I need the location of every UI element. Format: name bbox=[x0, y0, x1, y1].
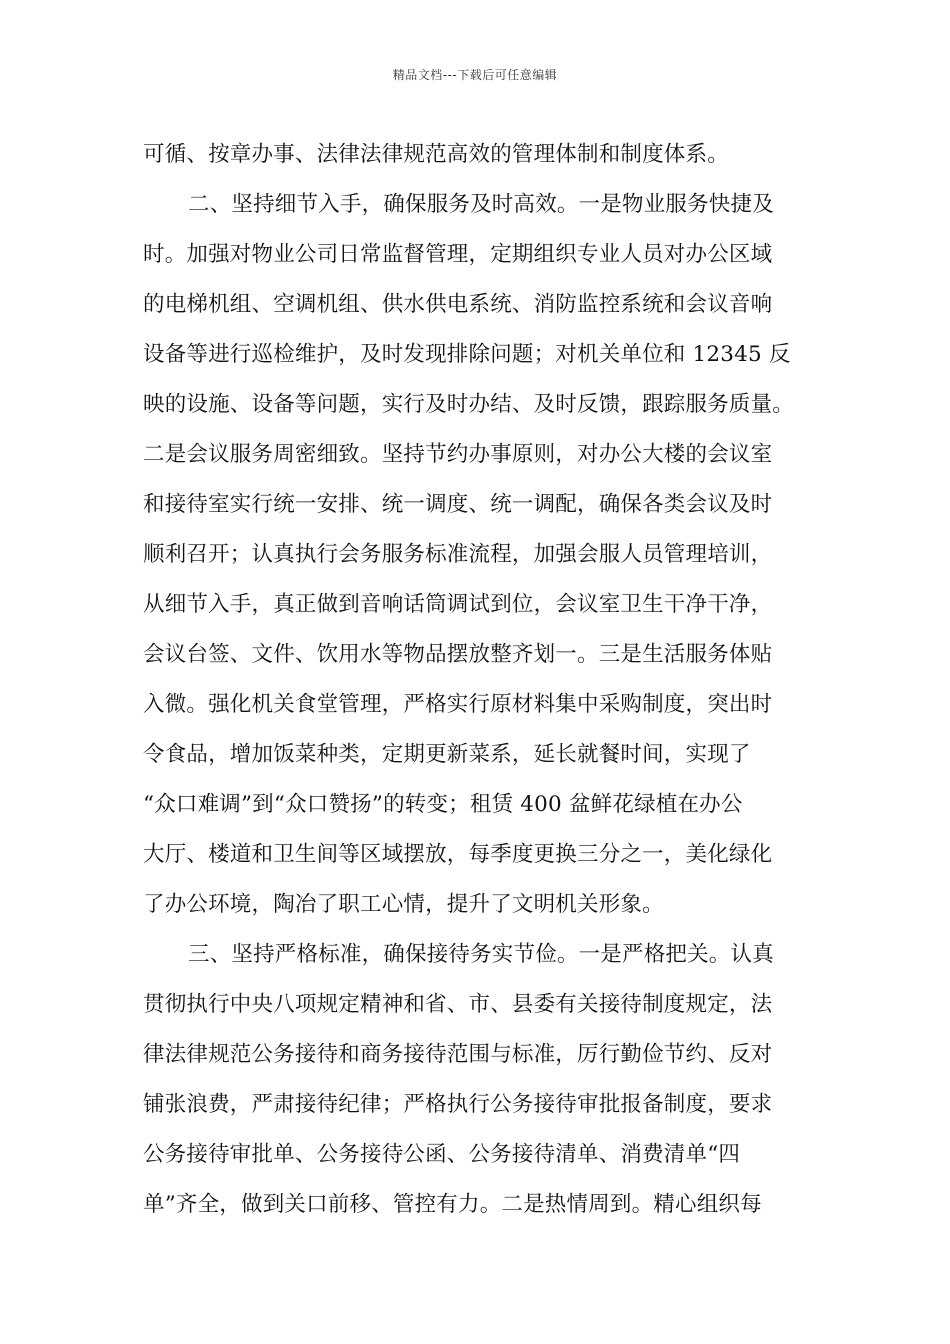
text-line: 贯彻执行中央八项规定精神和省、市、县委有关接待制度规定，法 bbox=[143, 992, 773, 1017]
text-line: 了办公环境，陶冶了职工心情，提升了文明机关形象。 bbox=[143, 892, 664, 917]
text-line: “众口难调”到“众口赞扬”的转变；租赁 400 盆鲜花绿植在办公 bbox=[143, 792, 743, 817]
text-line: 单”齐全，做到关口前移、管控有力。二是热情周到。精心组织每 bbox=[143, 1192, 762, 1217]
text-line: 铺张浪费，严肃接待纪律；严格执行公务接待审批报备制度，要求 bbox=[143, 1092, 773, 1117]
page-header: 精品文档---下载后可任意编辑 bbox=[392, 68, 558, 82]
text-line: 映的设施、设备等问题，实行及时办结、及时反馈，跟踪服务质量。 bbox=[143, 392, 795, 417]
text-line: 令食品，增加饭菜种类，定期更新菜系，延长就餐时间，实现了 bbox=[143, 742, 751, 767]
text-line: 顺利召开；认真执行会务服务标准流程，加强会服人员管理培训， bbox=[143, 542, 773, 567]
text-line: 律法律规范公务接待和商务接待范围与标准，厉行勤俭节约、反对 bbox=[143, 1042, 773, 1067]
text-line: 从细节入手，真正做到音响话筒调试到位，会议室卫生干净干净， bbox=[143, 592, 773, 617]
text-line: 设备等进行巡检维护，及时发现排除问题；对机关单位和 12345 反 bbox=[143, 342, 791, 367]
text-line: 可循、按章办事、法律法律规范高效的管理体制和制度体系。 bbox=[143, 142, 729, 167]
body-text bbox=[143, 130, 823, 1230]
text-line: 和接待室实行统一安排、统一调度、统一调配，确保各类会议及时 bbox=[143, 492, 773, 517]
text-line: 大厅、楼道和卫生间等区域摆放，每季度更换三分之一，美化绿化 bbox=[143, 842, 773, 867]
paragraph-start-line: 三、坚持严格标准，确保接待务实节俭。一是严格把关。认真 bbox=[188, 942, 774, 967]
text-line: 公务接待审批单、公务接待公函、公务接待清单、消费清单“四 bbox=[143, 1142, 741, 1167]
paragraph-start-line: 二、坚持细节入手，确保服务及时高效。一是物业服务快捷及 bbox=[188, 192, 774, 217]
text-line: 入微。强化机关食堂管理，严格实行原材料集中采购制度，突出时 bbox=[143, 692, 773, 717]
text-line: 的电梯机组、空调机组、供水供电系统、消防监控系统和会议音响 bbox=[143, 292, 773, 317]
text-line: 二是会议服务周密细致。坚持节约办事原则，对办公大楼的会议室 bbox=[143, 442, 773, 467]
text-line: 时。加强对物业公司日常监督管理，定期组织专业人员对办公区域 bbox=[143, 242, 773, 267]
text-line: 会议台签、文件、饮用水等物品摆放整齐划一。三是生活服务体贴 bbox=[143, 642, 773, 667]
